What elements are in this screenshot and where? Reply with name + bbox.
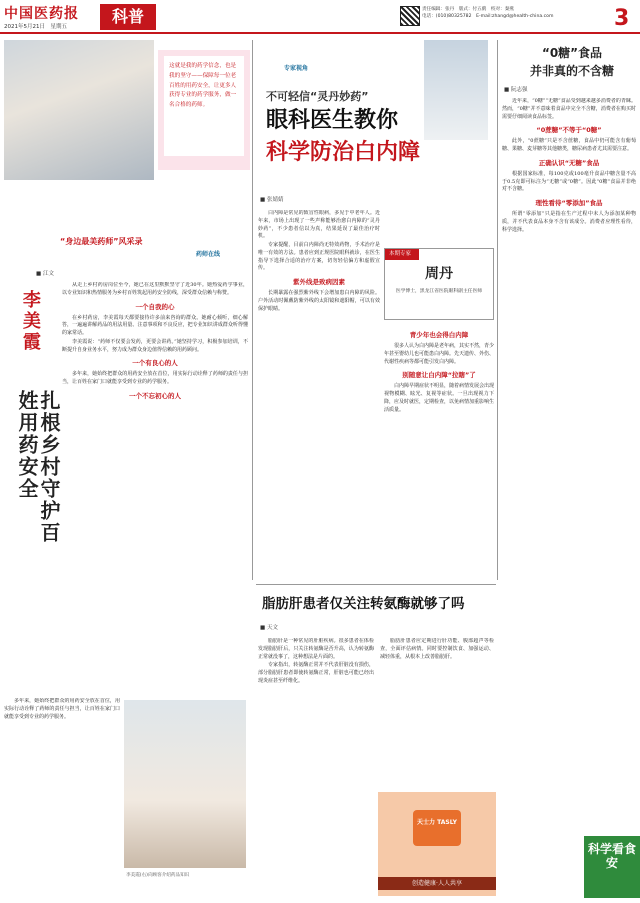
center-para-b: 专家提醒，目前白内障尚无特效药物，手术治疗是唯一有效的方法。患者应到正规医院眼科就诊，在医生指导下选择合适的治疗方案，切勿轻信偏方和虚假宣传。 <box>258 242 380 272</box>
center-para-c: 很多人认为白内障是老年病，其实不然，青少年甚至婴幼儿也可能患白内障。先天遗传、外伤、代谢性疾病等都可能引发白内障。 <box>384 343 494 365</box>
right-author-name: 阮志强 <box>510 87 528 93</box>
center-title-1: 眼科医生教你 <box>266 108 399 133</box>
ad-slogan: 创造健康·人人共享 <box>378 877 496 890</box>
center-subhead-2: 紫外线是致病因素 <box>293 278 345 286</box>
expert-label: 本期专家 <box>385 249 419 260</box>
center-author-name: 张婧婧 <box>266 197 284 203</box>
right-divider <box>497 40 498 580</box>
bottom-col-1 <box>258 638 374 888</box>
right-subhead-1: “0蔗糖”不等于“0糖” <box>536 126 602 135</box>
bottom-para-a: 脂肪肝是一种常见的肝脏疾病。很多患者在体检发现脂肪肝后，只关注转氨酶是否升高，认为转氨酶正常就没事了，这种想法是片面的。 <box>258 638 374 660</box>
series-title: “身边最美药师”风采录 <box>60 237 143 246</box>
expert-box <box>384 248 494 320</box>
masthead <box>0 0 640 34</box>
series-logo: 药师在线 <box>196 251 221 258</box>
center-banner <box>284 64 308 73</box>
pharmacy-photo <box>4 40 154 180</box>
profile-headline: 扎根乡村守护百姓用药安全 <box>15 390 61 544</box>
right-para-a: 近年来，“0糖”“无糖”食品受到越来越多消费者的青睐。然而，“0糖”并不意味着食品中完全不含糖，消费者在购买时需要仔细阅读食品标签。 <box>502 98 636 120</box>
left-subhead-1: 一个自我的心 <box>135 302 175 311</box>
center-title-2: 科学防治白内障 <box>266 140 421 165</box>
expert-title: 医学博士，黑龙江省医院眼科副主任医师 <box>395 289 483 295</box>
editor-info <box>422 6 612 21</box>
right-para-b: 根据国家标准，每100克或100毫升食品中糖含量不高于0.5克即可标注为“无糖”或“0糖”。因此“0糖”食品并非绝对不含糖。 <box>502 170 636 193</box>
newspaper-logo: 中国医药报 <box>4 6 79 22</box>
center-banner-text: 专家视角 <box>284 65 309 72</box>
bottom-author-name: 天文 <box>266 625 278 631</box>
left-para-b: 李美霞说：“药师不仅要会发药，更要会讲药。”她坚持学习，积极参加培训，不断提升自身业务水平，努力成为群众身边值得信赖的用药顾问。 <box>62 338 248 353</box>
bottom-para-c: 脂肪肝患者应定期进行肝功能、腹部超声等检查，全面评估病情。同时要控制饮食、加强运动、减轻体重，从根本上改善脂肪肝。 <box>380 638 494 660</box>
right-para-d: 所谓“零添加”只是指在生产过程中未人为添加某种物质，并不代表食品本身不含有该成分。消费者应理性看待，科学选择。 <box>502 211 636 233</box>
bottom-author: ■ 天文 <box>260 625 278 631</box>
left-para-a: 在乡村药房，李美霞每天都要接待许多前来咨询的群众。她耐心倾听，细心解答，一遍遍讲解药品的用法用量、注意事项和不良反应，把专业知识讲成群众听得懂的家常话。 <box>62 314 248 337</box>
right-subhead-3: 理性看待“零添加”食品 <box>535 199 603 208</box>
right-article-body <box>502 98 636 833</box>
brand-logo-icon <box>413 810 461 846</box>
right-para-c: 此外，“0蔗糖”只是不含蔗糖，食品中仍可能含有葡萄糖、果糖、麦芽糖等其他糖类，糖尿病患者尤其需要注意。 <box>502 138 636 153</box>
qr-code-icon <box>400 6 420 26</box>
right-title-1: “0糖”食品 <box>541 46 603 60</box>
left-subhead-3: 一个不忘初心的人 <box>129 391 181 400</box>
ad-brand: 天士力 TASLY <box>417 819 457 826</box>
bottom-para-b: 专家指出，转氨酶正常并不代表肝脏没有损伤，部分脂肪肝患者即使转氨酶正常，肝脏也可能已经出现炎症甚至纤维化。 <box>258 662 374 684</box>
left-intro: 从走上乡村药房岗位至今，她已在这里默默坚守了近30年。她热爱药学事业，以专业知识和热情服务为乡村百姓筑起用药安全防线，深受群众信赖与称赞。 <box>62 282 248 296</box>
center-para-a: 白内障是常见的致盲性眼病，多见于中老年人。近年来，市场上出现了一些声称能够治愈白内障的“灵丹妙药”，不少患者信以为真，结果延误了最佳治疗时机。 <box>258 210 380 240</box>
center-subhead-3: 别随意让白内障“拉瞎”了 <box>402 371 476 380</box>
issue-date: 2021年5月21日 星期五 <box>4 24 67 30</box>
page-number: 3 <box>614 6 630 31</box>
corner-badge: 科学看食安 <box>584 836 640 898</box>
section-tag: 科普 <box>100 4 156 30</box>
left-bottom-para: 多年来，她始终把群众的用药安全放在首位，用实际行动诠释了药师的责任与担当，让百姓在家门口就能享受到专业的药学服务。 <box>4 698 120 720</box>
left-para-c: 多年来，她始终把群众的用药安全放在首位，用实际行动诠释了药师的责任与担当，让百姓在家门口就能享受到专业的药学服务。 <box>62 371 248 386</box>
center-col-1 <box>258 210 380 580</box>
bottom-title: 脂肪肝患者仅关注转氨酶就够了吗 <box>262 596 465 612</box>
center-subhead-1: 青少年也会得白内障 <box>409 331 469 339</box>
photo-caption: 李美霞(右)向顾客介绍药品知识 <box>126 873 190 878</box>
advertisement <box>378 792 496 896</box>
right-author: ■ 阮志强 <box>504 87 528 93</box>
left-subhead-2: 一个有良心的人 <box>132 359 178 368</box>
editor-line: 责任编辑：张丹 版式：付五鹤 校对：秦燕 <box>422 7 514 12</box>
doctor-photo <box>424 40 488 140</box>
left-author-name: 江文 <box>42 271 54 277</box>
center-para-e: 白内障早期症状不明显，随着病情发展会出现视物模糊、眩光、复视等症状。一旦出现视力下降，应及时就医，定期检查，以免病情加重影响生活质量。 <box>384 383 494 413</box>
bottom-divider <box>256 584 496 585</box>
expert-name: 周丹 <box>425 265 453 282</box>
profile-name: 李美霞 <box>19 290 41 353</box>
center-para-d: 长期暴露在强烈紫外线下会增加患白内障的风险。户外活动时佩戴防紫外线的太阳镜和遮阳帽，可以有效保护眼睛。 <box>258 290 380 312</box>
bottom-col-2 <box>380 638 494 788</box>
left-author: ■ 江文 <box>36 271 54 277</box>
editor-contact: 电话：(010)80325782 E-mail:zhangd@health-china.com <box>422 14 554 20</box>
center-kicker: 不可轻信“灵丹妙药” <box>266 90 369 103</box>
right-subhead-2: 正确认识“无糖”食品 <box>538 158 600 167</box>
pharmacist-photo <box>124 700 246 868</box>
center-col-2 <box>384 326 494 580</box>
column-divider <box>252 40 253 580</box>
quote-text: 这就是我的药学信念，也是我的坚守——保障每一位老百姓的用药安全，让更多人获得专业的药学服务，做一名合格的药师。 <box>164 56 244 156</box>
quote-box <box>158 50 250 170</box>
left-bottom-text <box>4 698 120 898</box>
right-title-2: 并非真的不含糖 <box>529 64 614 78</box>
left-article-body <box>62 282 248 692</box>
center-author: ■ 张婧婧 <box>260 197 284 203</box>
